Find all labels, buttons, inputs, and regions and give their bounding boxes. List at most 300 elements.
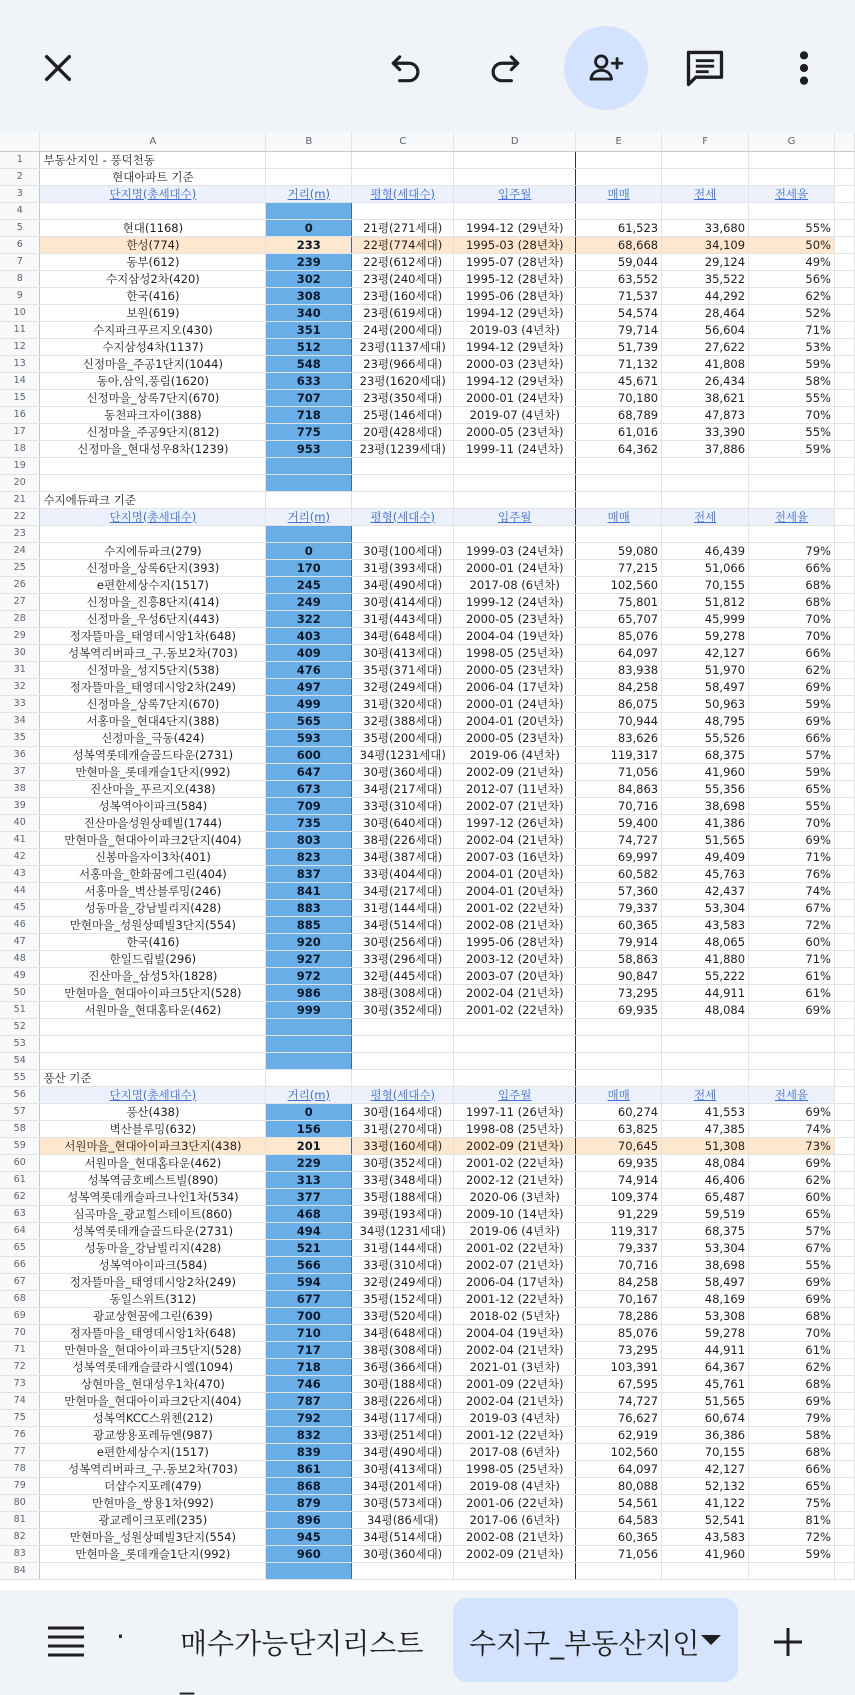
cell-c[interactable]: 31평(443세대) xyxy=(352,610,454,627)
cell-a[interactable]: e편한세상수지(1517) xyxy=(40,576,266,593)
row-number[interactable]: 9 xyxy=(0,287,40,304)
header-cell-e[interactable]: 매매 xyxy=(576,1086,662,1103)
row-number[interactable]: 68 xyxy=(0,1290,40,1307)
cell-c[interactable]: 34평(86세대) xyxy=(352,1511,454,1528)
cell-a[interactable]: 성복역롯데캐슬골드타운(2731) xyxy=(40,1222,266,1239)
cell-b[interactable]: 497 xyxy=(266,678,352,695)
empty-cell[interactable] xyxy=(454,1018,576,1035)
cell-e[interactable]: 74,727 xyxy=(576,1392,662,1409)
cell-d[interactable]: 2019-03 (4년차) xyxy=(454,321,576,338)
cell-b[interactable]: 710 xyxy=(266,1324,352,1341)
cell-b[interactable]: 468 xyxy=(266,1205,352,1222)
cell-d[interactable]: 2004-04 (19년차) xyxy=(454,627,576,644)
cell-f[interactable]: 51,066 xyxy=(662,559,749,576)
cell-d[interactable]: 2006-04 (17년차) xyxy=(454,678,576,695)
empty-cell[interactable] xyxy=(834,1035,854,1052)
cell-e[interactable]: 84,258 xyxy=(576,678,662,695)
empty-cell[interactable] xyxy=(266,1035,352,1052)
cell-b[interactable]: 322 xyxy=(266,610,352,627)
cell-f[interactable]: 70,155 xyxy=(662,576,749,593)
empty-cell[interactable] xyxy=(834,763,854,780)
cell-c[interactable]: 32평(388세대) xyxy=(352,712,454,729)
cell-f[interactable] xyxy=(662,151,749,168)
cell-f[interactable]: 51,812 xyxy=(662,593,749,610)
cell-d[interactable]: 2002-04 (21년차) xyxy=(454,1341,576,1358)
cell-b[interactable]: 512 xyxy=(266,338,352,355)
row-number[interactable]: 18 xyxy=(0,440,40,457)
cell-c[interactable]: 23평(619세대) xyxy=(352,304,454,321)
empty-cell[interactable] xyxy=(834,1392,854,1409)
cell-c[interactable]: 34평(217세대) xyxy=(352,882,454,899)
column-header-f[interactable]: F xyxy=(662,133,749,151)
cell-d[interactable]: 2000-01 (24년차) xyxy=(454,695,576,712)
empty-cell[interactable] xyxy=(834,1069,854,1086)
cell-d[interactable]: 1995-12 (28년차) xyxy=(454,270,576,287)
cell-d[interactable]: 2001-02 (22년차) xyxy=(454,1001,576,1018)
cell-c[interactable]: 35평(371세대) xyxy=(352,661,454,678)
row-number[interactable]: 32 xyxy=(0,678,40,695)
cell-c[interactable]: 30평(100세대) xyxy=(352,542,454,559)
cell-e[interactable]: 59,400 xyxy=(576,814,662,831)
cell-c[interactable] xyxy=(352,1069,454,1086)
cell-f[interactable] xyxy=(662,168,749,185)
cell-f[interactable]: 55,222 xyxy=(662,967,749,984)
cell-g[interactable]: 79% xyxy=(749,542,835,559)
cell-a[interactable]: 서홍마을_한화꿈에그린(404) xyxy=(40,865,266,882)
cell-e[interactable]: 69,935 xyxy=(576,1154,662,1171)
cell-f[interactable]: 41,960 xyxy=(662,763,749,780)
empty-cell[interactable] xyxy=(834,1188,854,1205)
cell-g[interactable]: 66% xyxy=(749,1460,835,1477)
cell-e[interactable]: 68,668 xyxy=(576,236,662,253)
cell-g[interactable]: 49% xyxy=(749,253,835,270)
cell-c[interactable]: 25평(146세대) xyxy=(352,406,454,423)
cell-f[interactable]: 68,375 xyxy=(662,1222,749,1239)
empty-cell[interactable] xyxy=(662,457,749,474)
empty-cell[interactable] xyxy=(834,185,854,202)
cell-e[interactable]: 75,801 xyxy=(576,593,662,610)
empty-cell[interactable] xyxy=(352,202,454,219)
row-number[interactable]: 24 xyxy=(0,542,40,559)
cell-f[interactable]: 26,434 xyxy=(662,372,749,389)
cell-c[interactable]: 30평(352세대) xyxy=(352,1001,454,1018)
select-all-corner[interactable] xyxy=(0,133,40,151)
cell-d[interactable]: 2019-06 (4년차) xyxy=(454,746,576,763)
cell-b[interactable]: 920 xyxy=(266,933,352,950)
cell-b[interactable]: 896 xyxy=(266,1511,352,1528)
cell-c[interactable]: 22평(612세대) xyxy=(352,253,454,270)
cell-e[interactable]: 70,716 xyxy=(576,1256,662,1273)
empty-cell[interactable] xyxy=(352,1052,454,1069)
empty-cell[interactable] xyxy=(834,321,854,338)
cell-b[interactable]: 960 xyxy=(266,1545,352,1562)
empty-cell[interactable] xyxy=(834,1171,854,1188)
cell-b[interactable]: 677 xyxy=(266,1290,352,1307)
cell-g[interactable]: 69% xyxy=(749,1273,835,1290)
cell-b[interactable]: 494 xyxy=(266,1222,352,1239)
cell-c[interactable]: 31평(144세대) xyxy=(352,899,454,916)
column-header-h[interactable] xyxy=(834,133,854,151)
empty-cell[interactable] xyxy=(834,1154,854,1171)
cell-c[interactable]: 30평(413세대) xyxy=(352,644,454,661)
cell-e[interactable]: 86,075 xyxy=(576,695,662,712)
cell-a[interactable]: 정자뜰마을_태영데시앙1차(648) xyxy=(40,627,266,644)
empty-cell[interactable] xyxy=(352,457,454,474)
cell-a[interactable]: 동일스위트(312) xyxy=(40,1290,266,1307)
cell-c[interactable]: 34평(117세대) xyxy=(352,1409,454,1426)
cell-f[interactable]: 51,565 xyxy=(662,831,749,848)
empty-cell[interactable] xyxy=(749,474,835,491)
row-number[interactable]: 10 xyxy=(0,304,40,321)
cell-c[interactable]: 35평(188세대) xyxy=(352,1188,454,1205)
cell-c[interactable]: 20평(428세대) xyxy=(352,423,454,440)
cell-g[interactable]: 61% xyxy=(749,967,835,984)
cell-c[interactable]: 34평(514세대) xyxy=(352,916,454,933)
cell-f[interactable]: 58,497 xyxy=(662,1273,749,1290)
cell-d[interactable]: 1995-07 (28년차) xyxy=(454,253,576,270)
empty-cell[interactable] xyxy=(454,457,576,474)
cell-e[interactable]: 70,645 xyxy=(576,1137,662,1154)
cell-a[interactable]: 성복역롯데캐슬파크나인1차(534) xyxy=(40,1188,266,1205)
empty-cell[interactable] xyxy=(834,1494,854,1511)
cell-d[interactable]: 1997-11 (26년차) xyxy=(454,1103,576,1120)
cell-f[interactable]: 55,356 xyxy=(662,780,749,797)
cell-c[interactable]: 30평(360세대) xyxy=(352,1545,454,1562)
cell-c[interactable]: 33평(520세대) xyxy=(352,1307,454,1324)
row-number[interactable]: 61 xyxy=(0,1171,40,1188)
cell-f[interactable]: 42,127 xyxy=(662,644,749,661)
cell-f[interactable]: 53,304 xyxy=(662,899,749,916)
cell-a[interactable]: 정자뜰마을_태영데시앙2차(249) xyxy=(40,1273,266,1290)
cell-a[interactable]: 한성(774) xyxy=(40,236,266,253)
cell-a[interactable]: 서홍마을_벽산블루밍(246) xyxy=(40,882,266,899)
cell-e[interactable]: 83,938 xyxy=(576,661,662,678)
empty-cell[interactable] xyxy=(352,1018,454,1035)
cell-d[interactable]: 2000-01 (24년차) xyxy=(454,389,576,406)
empty-cell[interactable] xyxy=(834,729,854,746)
cell-b[interactable]: 239 xyxy=(266,253,352,270)
empty-cell[interactable] xyxy=(662,202,749,219)
empty-cell[interactable] xyxy=(662,1562,749,1579)
row-number[interactable]: 21 xyxy=(0,491,40,508)
cell-e[interactable]: 60,274 xyxy=(576,1103,662,1120)
header-cell-a[interactable]: 단지명(총세대수) xyxy=(40,185,266,202)
cell-d[interactable]: 2002-09 (21년차) xyxy=(454,763,576,780)
cell-f[interactable]: 68,375 xyxy=(662,746,749,763)
cell-c[interactable]: 30평(188세대) xyxy=(352,1375,454,1392)
cell-e[interactable]: 60,365 xyxy=(576,1528,662,1545)
empty-cell[interactable] xyxy=(834,1511,854,1528)
cell-e[interactable]: 109,374 xyxy=(576,1188,662,1205)
cell-a[interactable]: 신정마을_진흥8단지(414) xyxy=(40,593,266,610)
header-cell-b[interactable]: 거리(m) xyxy=(266,1086,352,1103)
undo-button[interactable] xyxy=(378,40,434,96)
cell-g[interactable]: 59% xyxy=(749,695,835,712)
cell-c[interactable]: 34평(490세대) xyxy=(352,576,454,593)
section-title-cell[interactable]: 수지에듀파크 기준 xyxy=(40,491,266,508)
cell-e[interactable]: 54,574 xyxy=(576,304,662,321)
cell-f[interactable]: 51,970 xyxy=(662,661,749,678)
cell-d[interactable]: 2006-04 (17년차) xyxy=(454,1273,576,1290)
cell-a[interactable]: 신정마을_현대성우8차(1239) xyxy=(40,440,266,457)
cell-e[interactable]: 85,076 xyxy=(576,1324,662,1341)
cell-a[interactable]: 신정마을_극동(424) xyxy=(40,729,266,746)
cell-d[interactable] xyxy=(454,491,576,508)
empty-cell[interactable] xyxy=(266,474,352,491)
cell-g[interactable]: 69% xyxy=(749,1154,835,1171)
row-number[interactable]: 60 xyxy=(0,1154,40,1171)
all-sheets-button[interactable] xyxy=(40,1616,92,1666)
cell-a[interactable]: 진산마을_삼성5차(1828) xyxy=(40,967,266,984)
cell-d[interactable]: 2019-03 (4년차) xyxy=(454,1409,576,1426)
cell-f[interactable]: 43,583 xyxy=(662,1528,749,1545)
empty-cell[interactable] xyxy=(454,1052,576,1069)
cell-d[interactable]: 2001-06 (22년차) xyxy=(454,1494,576,1511)
cell-a[interactable]: 성동마을_강남빌리지(428) xyxy=(40,899,266,916)
header-cell-c[interactable]: 평형(세대수) xyxy=(352,185,454,202)
row-number[interactable]: 28 xyxy=(0,610,40,627)
cell-f[interactable]: 49,409 xyxy=(662,848,749,865)
cell-e[interactable]: 71,056 xyxy=(576,1545,662,1562)
cell-e[interactable]: 79,337 xyxy=(576,899,662,916)
cell-e[interactable]: 64,097 xyxy=(576,644,662,661)
cell-e[interactable]: 73,295 xyxy=(576,984,662,1001)
cell-f[interactable]: 46,439 xyxy=(662,542,749,559)
empty-cell[interactable] xyxy=(40,1562,266,1579)
cell-d[interactable]: 1995-06 (28년차) xyxy=(454,287,576,304)
empty-cell[interactable] xyxy=(454,1035,576,1052)
cell-f[interactable]: 36,386 xyxy=(662,1426,749,1443)
empty-cell[interactable] xyxy=(834,338,854,355)
row-number[interactable]: 36 xyxy=(0,746,40,763)
cell-g[interactable]: 73% xyxy=(749,1137,835,1154)
row-number[interactable]: 39 xyxy=(0,797,40,814)
column-header-d[interactable]: D xyxy=(454,133,576,151)
empty-cell[interactable] xyxy=(662,525,749,542)
cell-g[interactable]: 70% xyxy=(749,627,835,644)
cell-b[interactable]: 233 xyxy=(266,236,352,253)
cell-c[interactable]: 32평(249세대) xyxy=(352,1273,454,1290)
cell-g[interactable]: 61% xyxy=(749,1341,835,1358)
row-number[interactable]: 2 xyxy=(0,168,40,185)
cell-b[interactable]: 377 xyxy=(266,1188,352,1205)
cell-g[interactable]: 58% xyxy=(749,372,835,389)
empty-cell[interactable] xyxy=(834,661,854,678)
row-number[interactable]: 33 xyxy=(0,695,40,712)
cell-b[interactable]: 0 xyxy=(266,542,352,559)
empty-cell[interactable] xyxy=(834,406,854,423)
cell-d[interactable]: 1994-12 (29년차) xyxy=(454,219,576,236)
empty-cell[interactable] xyxy=(662,474,749,491)
cell-b[interactable]: 735 xyxy=(266,814,352,831)
row-number[interactable]: 81 xyxy=(0,1511,40,1528)
cell-a[interactable]: 풍산(438) xyxy=(40,1103,266,1120)
row-number[interactable]: 1 xyxy=(0,151,40,168)
cell-c[interactable]: 38평(308세대) xyxy=(352,984,454,1001)
header-cell-e[interactable]: 매매 xyxy=(576,185,662,202)
empty-cell[interactable] xyxy=(749,1018,835,1035)
cell-d[interactable]: 2001-12 (22년차) xyxy=(454,1290,576,1307)
cell-f[interactable]: 64,367 xyxy=(662,1358,749,1375)
cell-b[interactable]: 945 xyxy=(266,1528,352,1545)
cell-e[interactable]: 64,583 xyxy=(576,1511,662,1528)
empty-cell[interactable] xyxy=(662,1035,749,1052)
row-number[interactable]: 17 xyxy=(0,423,40,440)
cell-e[interactable]: 45,671 xyxy=(576,372,662,389)
empty-cell[interactable] xyxy=(834,576,854,593)
cell-a[interactable]: 만현마을_현대아이파크5단지(528) xyxy=(40,984,266,1001)
cell-g[interactable]: 65% xyxy=(749,780,835,797)
cell-f[interactable]: 52,541 xyxy=(662,1511,749,1528)
row-number[interactable]: 69 xyxy=(0,1307,40,1324)
cell-g[interactable]: 57% xyxy=(749,746,835,763)
cell-b[interactable]: 707 xyxy=(266,389,352,406)
cell-c[interactable]: 31평(144세대) xyxy=(352,1239,454,1256)
cell-c[interactable]: 34평(387세대) xyxy=(352,848,454,865)
cell-e[interactable]: 64,097 xyxy=(576,1460,662,1477)
cell-g[interactable]: 74% xyxy=(749,882,835,899)
empty-cell[interactable] xyxy=(834,1307,854,1324)
empty-cell[interactable] xyxy=(834,746,854,763)
empty-cell[interactable] xyxy=(266,1562,352,1579)
empty-cell[interactable] xyxy=(834,491,854,508)
header-cell-c[interactable]: 평형(세대수) xyxy=(352,508,454,525)
cell-e[interactable]: 71,056 xyxy=(576,763,662,780)
cell-e[interactable] xyxy=(576,151,662,168)
cell-a[interactable]: 신정마을_주공9단지(812) xyxy=(40,423,266,440)
cell-c[interactable]: 31평(393세대) xyxy=(352,559,454,576)
empty-cell[interactable] xyxy=(834,1375,854,1392)
cell-d[interactable]: 1999-03 (24년차) xyxy=(454,542,576,559)
cell-b[interactable]: 803 xyxy=(266,831,352,848)
cell-b[interactable]: 839 xyxy=(266,1443,352,1460)
empty-cell[interactable] xyxy=(454,202,576,219)
empty-cell[interactable] xyxy=(834,1324,854,1341)
cell-c[interactable]: 38평(308세대) xyxy=(352,1341,454,1358)
column-header-c[interactable]: C xyxy=(352,133,454,151)
cell-b[interactable]: 953 xyxy=(266,440,352,457)
cell-e[interactable]: 62,919 xyxy=(576,1426,662,1443)
cell-d[interactable]: 2003-07 (20년차) xyxy=(454,967,576,984)
empty-cell[interactable] xyxy=(352,1035,454,1052)
empty-cell[interactable] xyxy=(40,1052,266,1069)
empty-cell[interactable] xyxy=(576,1018,662,1035)
cell-f[interactable]: 45,999 xyxy=(662,610,749,627)
cell-g[interactable]: 72% xyxy=(749,1528,835,1545)
cell-g[interactable]: 70% xyxy=(749,610,835,627)
cell-f[interactable]: 48,795 xyxy=(662,712,749,729)
cell-b[interactable]: 499 xyxy=(266,695,352,712)
empty-cell[interactable] xyxy=(834,695,854,712)
cell-c[interactable]: 22평(774세대) xyxy=(352,236,454,253)
cell-a[interactable]: 동부(612) xyxy=(40,253,266,270)
cell-e[interactable]: 103,391 xyxy=(576,1358,662,1375)
cell-a[interactable]: 진산마을_푸르지오(438) xyxy=(40,780,266,797)
cell-g[interactable]: 68% xyxy=(749,1443,835,1460)
cell-g[interactable]: 67% xyxy=(749,1239,835,1256)
empty-cell[interactable] xyxy=(834,678,854,695)
cell-g[interactable]: 69% xyxy=(749,1290,835,1307)
empty-cell[interactable] xyxy=(352,474,454,491)
cell-f[interactable]: 27,622 xyxy=(662,338,749,355)
empty-cell[interactable] xyxy=(834,1001,854,1018)
cell-d[interactable]: 1994-12 (29년차) xyxy=(454,304,576,321)
empty-cell[interactable] xyxy=(834,372,854,389)
empty-cell[interactable] xyxy=(834,457,854,474)
empty-cell[interactable] xyxy=(40,474,266,491)
empty-cell[interactable] xyxy=(834,355,854,372)
row-number[interactable]: 13 xyxy=(0,355,40,372)
share-button[interactable] xyxy=(564,26,648,110)
cell-f[interactable]: 28,464 xyxy=(662,304,749,321)
empty-cell[interactable] xyxy=(576,474,662,491)
cell-c[interactable]: 35평(200세대) xyxy=(352,729,454,746)
row-number[interactable]: 43 xyxy=(0,865,40,882)
cell-a[interactable]: 더샵수지포레(479) xyxy=(40,1477,266,1494)
cell-d[interactable]: 1995-06 (28년차) xyxy=(454,933,576,950)
cell-g[interactable]: 57% xyxy=(749,1222,835,1239)
row-number[interactable]: 54 xyxy=(0,1052,40,1069)
empty-cell[interactable] xyxy=(834,1477,854,1494)
empty-cell[interactable] xyxy=(834,1358,854,1375)
cell-c[interactable]: 38평(226세대) xyxy=(352,1392,454,1409)
cell-d[interactable]: 2019-08 (4년차) xyxy=(454,1477,576,1494)
cell-a[interactable]: 신정마을_상록6단지(393) xyxy=(40,559,266,576)
header-cell-g[interactable]: 전세율 xyxy=(749,1086,835,1103)
cell-f[interactable]: 33,680 xyxy=(662,219,749,236)
cell-g[interactable]: 71% xyxy=(749,848,835,865)
row-number[interactable]: 74 xyxy=(0,1392,40,1409)
row-number[interactable]: 16 xyxy=(0,406,40,423)
cell-g[interactable]: 59% xyxy=(749,355,835,372)
cell-d[interactable]: 2007-03 (16년차) xyxy=(454,848,576,865)
empty-cell[interactable] xyxy=(834,899,854,916)
cell-f[interactable]: 45,763 xyxy=(662,865,749,882)
header-cell-d[interactable]: 입주월 xyxy=(454,508,576,525)
cell-a[interactable]: 상현마을_현대성우1차(470) xyxy=(40,1375,266,1392)
cell-f[interactable]: 41,122 xyxy=(662,1494,749,1511)
empty-cell[interactable] xyxy=(834,967,854,984)
cell-f[interactable]: 42,437 xyxy=(662,882,749,899)
row-number[interactable]: 73 xyxy=(0,1375,40,1392)
cell-f[interactable]: 47,873 xyxy=(662,406,749,423)
empty-cell[interactable] xyxy=(834,202,854,219)
cell-a[interactable]: 서원마을_현대홈타운(462) xyxy=(40,1001,266,1018)
row-number[interactable]: 62 xyxy=(0,1188,40,1205)
cell-g[interactable]: 68% xyxy=(749,1375,835,1392)
empty-cell[interactable] xyxy=(834,627,854,644)
cell-g[interactable]: 67% xyxy=(749,899,835,916)
cell-e[interactable]: 70,167 xyxy=(576,1290,662,1307)
empty-cell[interactable] xyxy=(834,1409,854,1426)
cell-g[interactable]: 68% xyxy=(749,576,835,593)
cell-c[interactable]: 35평(152세대) xyxy=(352,1290,454,1307)
empty-cell[interactable] xyxy=(834,508,854,525)
cell-c[interactable]: 23평(1620세대) xyxy=(352,372,454,389)
cell-b[interactable]: 521 xyxy=(266,1239,352,1256)
cell-e[interactable]: 71,537 xyxy=(576,287,662,304)
row-number[interactable]: 37 xyxy=(0,763,40,780)
cell-b[interactable]: 999 xyxy=(266,1001,352,1018)
cell-a[interactable]: 성복역리버파크_구.동보2차(703) xyxy=(40,644,266,661)
empty-cell[interactable] xyxy=(834,610,854,627)
cell-f[interactable]: 34,109 xyxy=(662,236,749,253)
empty-cell[interactable] xyxy=(834,933,854,950)
cell-b[interactable]: 927 xyxy=(266,950,352,967)
cell-b[interactable]: 170 xyxy=(266,559,352,576)
empty-cell[interactable] xyxy=(834,1443,854,1460)
cell-d[interactable]: 2012-07 (11년차) xyxy=(454,780,576,797)
